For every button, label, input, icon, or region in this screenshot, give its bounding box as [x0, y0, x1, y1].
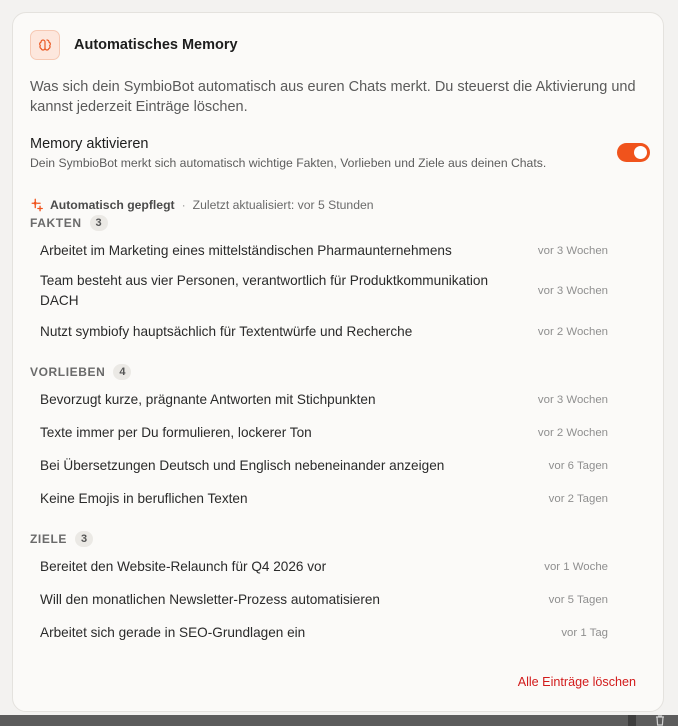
entry-text: Bereitet den Website-Relaunch für Q4 2026 vor	[40, 559, 327, 574]
entry-time: vor 2 Wochen	[537, 326, 608, 338]
section-label: ZIELE	[30, 532, 68, 546]
panel-description: Was sich dein SymbioBot automatisch aus euren Chats merkt. Du steuerst die Aktivierung und kannst jederzeit Einträge löschen.	[30, 79, 636, 115]
last-updated-label: Zuletzt aktualisiert: vor 5 Stunden	[192, 198, 374, 212]
entry-time: vor 1 Woche	[544, 561, 608, 573]
entry-text: Keine Emojis in beruflichen Texten	[40, 491, 248, 506]
brain-icon	[30, 30, 60, 60]
entry-text: Will den monatlichen Newsletter-Prozess automatisieren	[40, 592, 380, 607]
memory-entry[interactable]	[40, 322, 608, 342]
entry-time: vor 2 Tagen	[548, 493, 608, 505]
panel-title: Automatisches Memory	[74, 37, 238, 53]
underlying-window-strip	[0, 715, 678, 726]
toggle-title: Memory aktivieren	[30, 136, 149, 152]
panel-header	[30, 30, 238, 60]
entry-text: Texte immer per Du formulieren, lockerer Ton	[40, 425, 312, 440]
memory-entry[interactable]	[40, 623, 608, 643]
memory-entry[interactable]	[40, 271, 608, 311]
delete-all-button[interactable]: Alle Einträge löschen	[517, 675, 636, 689]
section-label: FAKTEN	[30, 216, 82, 230]
count-badge: 3	[90, 215, 108, 231]
memory-toggle-row	[30, 134, 650, 172]
memory-entry[interactable]	[40, 423, 608, 443]
entry-time: vor 6 Tagen	[548, 460, 608, 472]
memory-entry[interactable]	[40, 590, 608, 610]
section-preferences	[30, 364, 131, 380]
sparkle-icon	[30, 198, 44, 212]
memory-panel	[12, 12, 664, 712]
section-label: VORLIEBEN	[30, 365, 106, 379]
entry-text: Arbeitet sich gerade in SEO-Grundlagen ein	[40, 625, 306, 640]
entry-time: vor 1 Tag	[561, 627, 608, 639]
memory-toggle-switch[interactable]	[617, 143, 650, 162]
memory-entry[interactable]	[40, 456, 608, 476]
entry-text: Team besteht aus vier Personen, verantwortlich für Produktkommunikation DACH	[40, 273, 489, 308]
section-facts	[30, 215, 108, 231]
section-goals	[30, 531, 93, 547]
toggle-knob	[634, 146, 647, 159]
entry-text: Arbeitet im Marketing eines mittelständischen Pharmaunternehmens	[40, 243, 452, 258]
count-badge: 3	[75, 531, 93, 547]
memory-entry[interactable]	[40, 557, 608, 577]
auto-maintained-label: Automatisch gepflegt	[50, 198, 175, 212]
entry-time: vor 3 Wochen	[537, 285, 608, 297]
memory-entry[interactable]	[40, 489, 608, 509]
memory-entry[interactable]	[40, 241, 608, 261]
strip-divider	[628, 715, 636, 726]
entry-text: Nutzt symbiofy hauptsächlich für Textentwürfe und Recherche	[40, 324, 413, 339]
memory-meta	[30, 198, 374, 212]
memory-entry[interactable]	[40, 390, 608, 410]
count-badge: 4	[113, 364, 131, 380]
entry-time: vor 3 Wochen	[537, 245, 608, 257]
trash-icon[interactable]	[654, 714, 666, 726]
entry-time: vor 2 Wochen	[537, 427, 608, 439]
toggle-description: Dein SymbioBot merkt sich automatisch wichtige Fakten, Vorlieben und Ziele aus deinen Chats.	[30, 156, 547, 170]
entry-time: vor 5 Tagen	[548, 594, 608, 606]
entry-text: Bevorzugt kurze, prägnante Antworten mit Stichpunkten	[40, 392, 376, 407]
entry-text: Bei Übersetzungen Deutsch und Englisch nebeneinander anzeigen	[40, 458, 445, 473]
entry-time: vor 3 Wochen	[537, 394, 608, 406]
meta-separator: ·	[181, 198, 186, 212]
